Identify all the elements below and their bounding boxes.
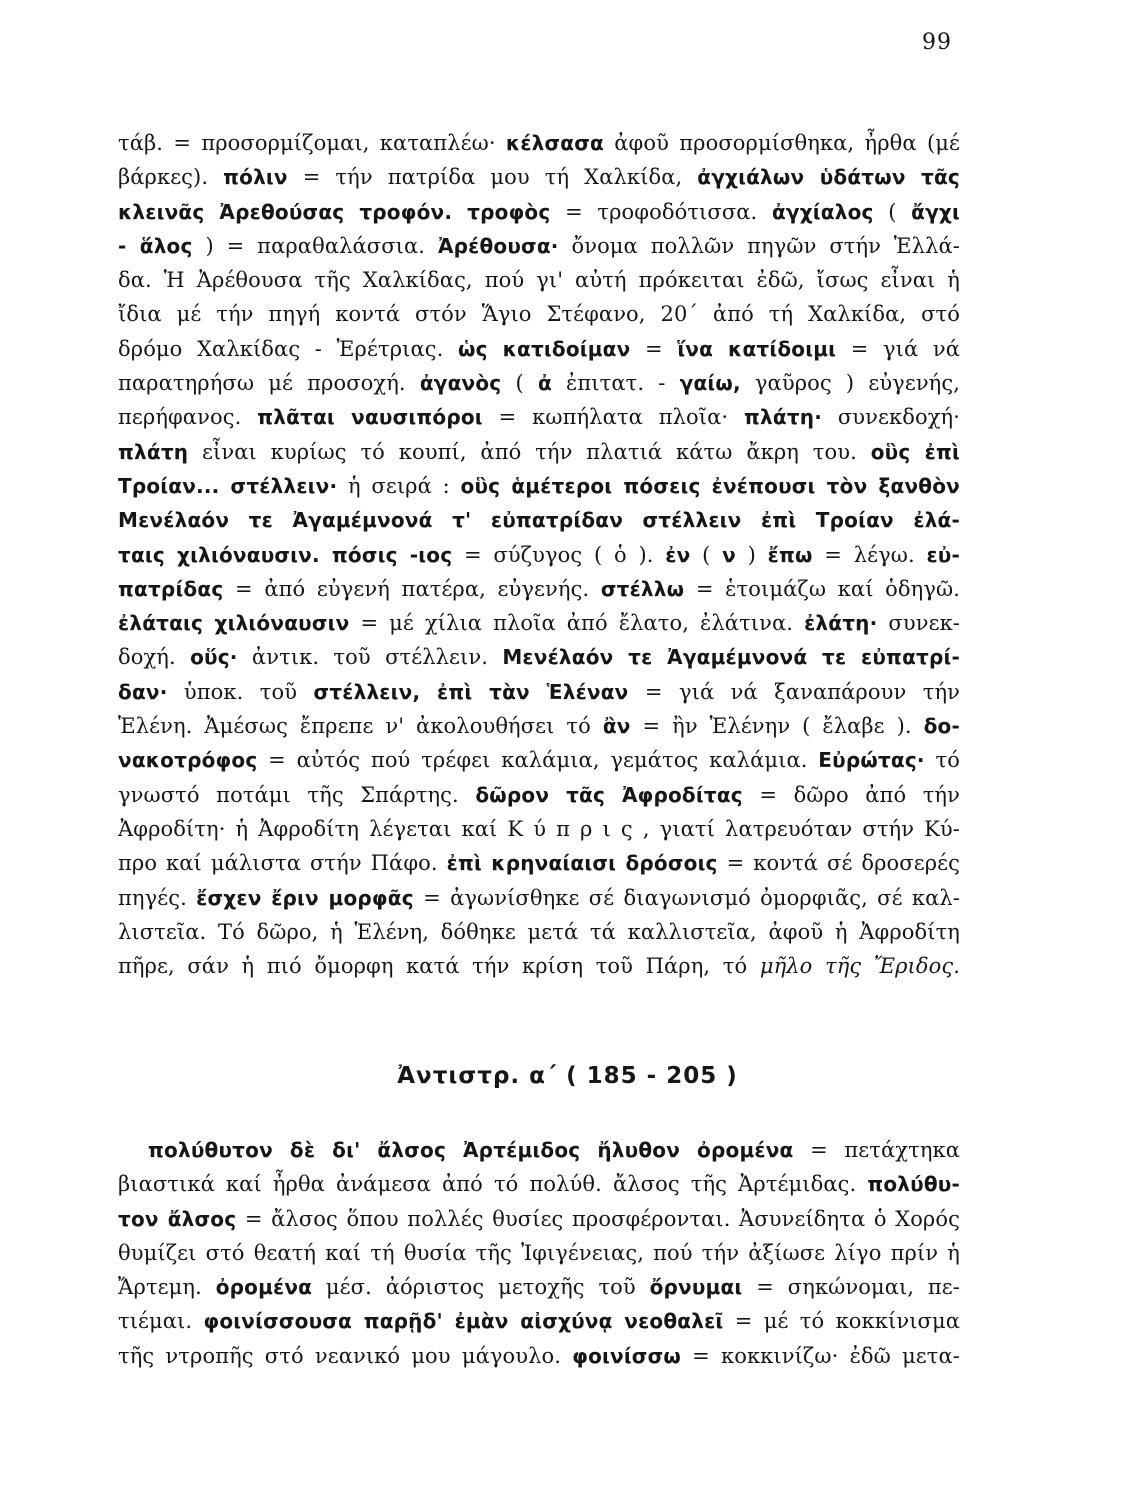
text-line	[118, 400, 960, 434]
lemma-term: δαν·	[118, 679, 168, 704]
text-run: Ἀφροδίτη· ἡ Ἀφροδίτη λέγεται καί Κ ύ π ρ ι ς , γιατί λατρευόταν στήν Κύ-	[118, 816, 960, 841]
lemma-term: κλεινᾶς Ἀρεθούσας τροφόν. τροφὸς	[118, 199, 551, 224]
text-run: = ἀπό εὐγενή πατέρα, εὐγενής.	[223, 576, 601, 601]
lemma-term: ἵνα κατίδοιμι	[677, 336, 837, 361]
text-line	[118, 469, 960, 503]
text-run: )	[735, 542, 768, 567]
text-line	[118, 949, 960, 983]
lemma-term: οὕς·	[190, 645, 238, 670]
text-run: (	[690, 542, 723, 567]
text-run: θυμίζει στό θεατή καί τή θυσία τῆς Ἰφιγένειας, πού τήν ἀξίωσε λίγο πρίν ἡ	[118, 1240, 960, 1265]
lemma-term: ἐλάταις χιλιόναυσιν	[118, 611, 350, 636]
text-line	[118, 846, 960, 880]
lemma-term: ἀγχιάλων ὑδάτων τᾶς	[697, 165, 960, 190]
text-line	[118, 366, 960, 400]
lemma-term: ἀ	[537, 371, 552, 396]
text-line	[118, 435, 960, 469]
lemma-term: πατρίδας	[118, 576, 224, 601]
text-run: εἶναι κυρίως τό κουπί, ἀπό τήν πλατιά κάτω ἄκρη του.	[188, 439, 871, 464]
text-run: πῆρε, σάν ἡ πιό ὄμορφη κατά τήν κρίση τοῦ Πάρη, τό	[118, 954, 760, 979]
text-run: τῆς ντροπῆς στό νεανικό μου μάγουλο.	[118, 1343, 573, 1368]
text-run: = αὐτός πού τρέφει καλάμια, γεμάτος καλάμια.	[257, 748, 819, 773]
text-line	[118, 229, 960, 263]
emphasis-text: μῆλο τῆς Ἔριδος.	[759, 954, 960, 979]
lemma-term: πολύθυτον δὲ δι' ἄλσος Ἀρτέμιδος ἤλυθον ὀρομένα	[148, 1138, 794, 1162]
section-heading: Ἀντιστρ. α΄ ( 185 - 205 )	[397, 1063, 738, 1089]
text-line	[118, 1270, 960, 1304]
lemma-term: στέλλω	[600, 576, 685, 601]
text-run: ἀντικ. τοῦ στέλλειν.	[237, 645, 503, 670]
text-run: = μέ τό κοκκίνισμα	[723, 1309, 960, 1334]
text-run: = ἢν Ἑλένην ( ἔλαβε ).	[630, 714, 924, 739]
text-run: λιστεῖα. Τό δῶρο, ἡ Ἑλένη, δόθηκε μετά τά καλλιστεῖα, ἀφοῦ ἡ Ἀφροδίτη	[118, 919, 960, 944]
lemma-term: ὄρνυμαι	[649, 1275, 743, 1300]
text-run: ἡ σειρά :	[337, 473, 461, 498]
lemma-term: δῶρον τᾶς Ἀφροδίτας	[475, 782, 743, 807]
text-line	[118, 126, 960, 160]
text-run: = κωπήλατα πλοῖα·	[482, 405, 744, 430]
text-run: = ἀγωνίσθηκε σέ διαγωνισμό ὀμορφιᾶς, σέ καλ-	[413, 885, 960, 910]
text-run: συνεκδοχή·	[822, 405, 960, 430]
text-line	[118, 1236, 960, 1270]
text-run: δοχή.	[118, 645, 191, 670]
text-run: = λέγω.	[812, 542, 927, 567]
text-run: προ καί μάλιστα στήν Πάφο.	[118, 851, 447, 876]
text-run: = σύζυγος ( ὁ ).	[452, 542, 666, 567]
lemma-term: ταις χιλιόναυσιν. πόσις -ιος	[118, 542, 453, 567]
lemma-term: πλάτη·	[744, 405, 823, 430]
text-line	[118, 297, 960, 331]
text-line	[118, 538, 960, 572]
text-run: = μέ χίλια πλοῖα ἀπό ἔλατο, ἐλάτινα.	[349, 611, 805, 636]
lemma-term: ἀγχίαλος	[771, 199, 874, 224]
lemma-term: ἔσχεν ἔριν μορφᾶς	[196, 885, 414, 910]
text-run: (	[873, 199, 912, 224]
lemma-term: φοινίσσω	[572, 1343, 681, 1368]
text-run: ἐπιτατ. -	[551, 371, 680, 396]
lemma-term: οὓς ἐπὶ	[870, 439, 960, 464]
text-run: = τήν πατρίδα μου τή Χαλκίδα,	[287, 165, 698, 190]
lemma-term: δο-	[923, 714, 960, 739]
text-line	[118, 640, 960, 674]
text-run: = πετάχτηκα	[793, 1138, 960, 1162]
lemma-term: Μενέλαόν τε Ἀγαμέμνονά τε εὐπατρί-	[502, 645, 960, 670]
lemma-term: γαίω,	[679, 371, 741, 396]
lemma-term: ν	[722, 542, 736, 567]
text-run: συνεκ-	[877, 611, 960, 636]
lemma-term: νακοτρόφος	[118, 748, 258, 773]
text-run: πηγές.	[118, 885, 197, 910]
text-run: μέσ. ἀόριστος μετοχῆς τοῦ	[312, 1275, 650, 1300]
lemma-term: ἔπω	[767, 542, 813, 567]
text-run: = ἑτοιμάζω καί ὁδηγῶ.	[684, 576, 960, 601]
text-run: = κοκκινίζω· ἐδῶ μετα-	[680, 1343, 960, 1368]
lemma-term: φοινίσσουσα παρῇδ' ἐμὰν αἰσχύνᾳ νεοθαλεῖ	[203, 1309, 724, 1334]
text-run: παρατηρήσω μέ προσοχή.	[118, 371, 420, 396]
lemma-term: ἀγανὸς	[419, 371, 502, 396]
text-line	[118, 881, 960, 915]
text-run: = ἄλσος ὅπου πολλές θυσίες προσφέρονται. Ἀσυνείδητα ὁ Χορός	[236, 1206, 960, 1231]
text-run: (	[501, 371, 538, 396]
lemma-term: Τροίαν... στέλλειν·	[118, 473, 338, 498]
text-line	[118, 675, 960, 709]
text-run: Ἑλένη. Ἀμέσως ἔπρεπε ν' ἀκολουθήσει τό	[118, 714, 603, 739]
lemma-term: - ἅλος	[118, 233, 193, 258]
text-line	[118, 709, 960, 743]
commentary-paragraph-2	[118, 1133, 960, 1373]
text-line	[118, 606, 960, 640]
lemma-term: κέλσασα	[505, 131, 604, 155]
text-run: ) = παραθαλάσσια.	[192, 233, 438, 258]
text-line	[118, 778, 960, 812]
text-line	[118, 572, 960, 606]
text-line	[118, 1133, 960, 1167]
text-run: = τροφοδότισσα.	[550, 199, 772, 224]
text-run: ὄνομα πολλῶν πηγῶν στήν Ἑλλά-	[558, 233, 960, 258]
text-run: = γιά νά ξαναπάρουν τήν	[628, 679, 960, 704]
text-line	[118, 1304, 960, 1338]
lemma-term: ἂν	[602, 714, 631, 739]
text-line	[118, 503, 960, 537]
text-line	[118, 915, 960, 949]
text-line	[118, 1167, 960, 1201]
text-run: = γιά νά	[836, 336, 960, 361]
text-run: τιέμαι.	[118, 1309, 204, 1334]
text-run: περήφανος.	[118, 405, 258, 430]
text-run: = κοντά σέ δροσερές	[717, 851, 960, 876]
text-line	[118, 160, 960, 194]
lemma-term: Εὐρώτας·	[818, 748, 925, 773]
text-run: γνωστό ποτάμι τῆς Σπάρτης.	[118, 782, 476, 807]
text-run: ἴδια μέ τήν πηγή κοντά στόν Ἅγιο Στέφανο, 20΄ ἀπό τή Χαλκίδα, στό	[118, 302, 960, 327]
lemma-term: πολύθυ-	[867, 1172, 960, 1197]
lemma-term: οὓς ἁμέτεροι πόσεις ἐνέπουσι τὸν ξανθὸν	[460, 473, 960, 498]
lemma-term: Μενέλαόν τε Ἀγαμέμνονά τ' εὐπατρίδαν στέλλειν ἐπὶ Τροίαν ἐλά-	[118, 508, 960, 533]
lemma-term: στέλλειν, ἐπὶ τὰν Ἑλέναν	[313, 679, 629, 704]
lemma-term: πλάτη	[118, 439, 189, 464]
lemma-term: ἐπὶ κρηναίαισι δρόσοις	[446, 851, 718, 876]
text-run: δα. Ἡ Ἀρέθουσα τῆς Χαλκίδας, πού γι' αὐτή πρόκειται ἐδῶ, ἴσως εἶναι ἡ	[118, 268, 960, 293]
text-run: Ἄρτεμη.	[118, 1275, 216, 1300]
text-line	[118, 263, 960, 297]
lemma-term: τον ἄλσος	[118, 1206, 237, 1231]
text-run: βιαστικά καί ἦρθα ἀνάμεσα ἀπό τό πολύθ. ἄλσος τῆς Ἀρτέμιδας.	[118, 1172, 868, 1197]
lemma-term: ἄγχι	[911, 199, 960, 224]
text-run: ἀφοῦ προσορμίσθηκα, ἦρθα (μέ	[603, 131, 960, 155]
commentary-paragraph-1	[118, 126, 960, 983]
lemma-term: Ἀρέθουσα·	[437, 233, 559, 258]
lemma-term: ἐν	[665, 542, 691, 567]
text-run: =	[630, 336, 678, 361]
text-run: = σηκώνομαι, πε-	[742, 1275, 960, 1300]
text-line	[118, 812, 960, 846]
lemma-term: πόλιν	[223, 165, 288, 190]
text-run: τό	[924, 748, 960, 773]
text-line	[118, 1202, 960, 1236]
lemma-term: ὀρομένα	[215, 1275, 313, 1300]
text-line	[118, 332, 960, 366]
text-run: δρόμο Χαλκίδας - Ἐρέτριας.	[118, 336, 458, 361]
lemma-term: ὡς κατιδοίμαν	[457, 336, 631, 361]
lemma-term: εὐ-	[926, 542, 960, 567]
text-run: = δῶρο ἀπό τήν	[742, 782, 960, 807]
text-line	[118, 1339, 960, 1373]
lemma-term: πλᾶται ναυσιπόροι	[257, 405, 483, 430]
text-line	[118, 743, 960, 777]
page-number: 99	[922, 30, 952, 55]
text-run: τάβ. = προσορμίζομαι, καταπλέω·	[118, 131, 506, 155]
text-run: ὑποκ. τοῦ	[167, 679, 314, 704]
text-line	[118, 195, 960, 229]
lemma-term: ἐλάτη·	[804, 611, 878, 636]
text-run: βάρκες).	[118, 165, 224, 190]
text-run: γαῦρος ) εὐγενής,	[740, 371, 960, 396]
